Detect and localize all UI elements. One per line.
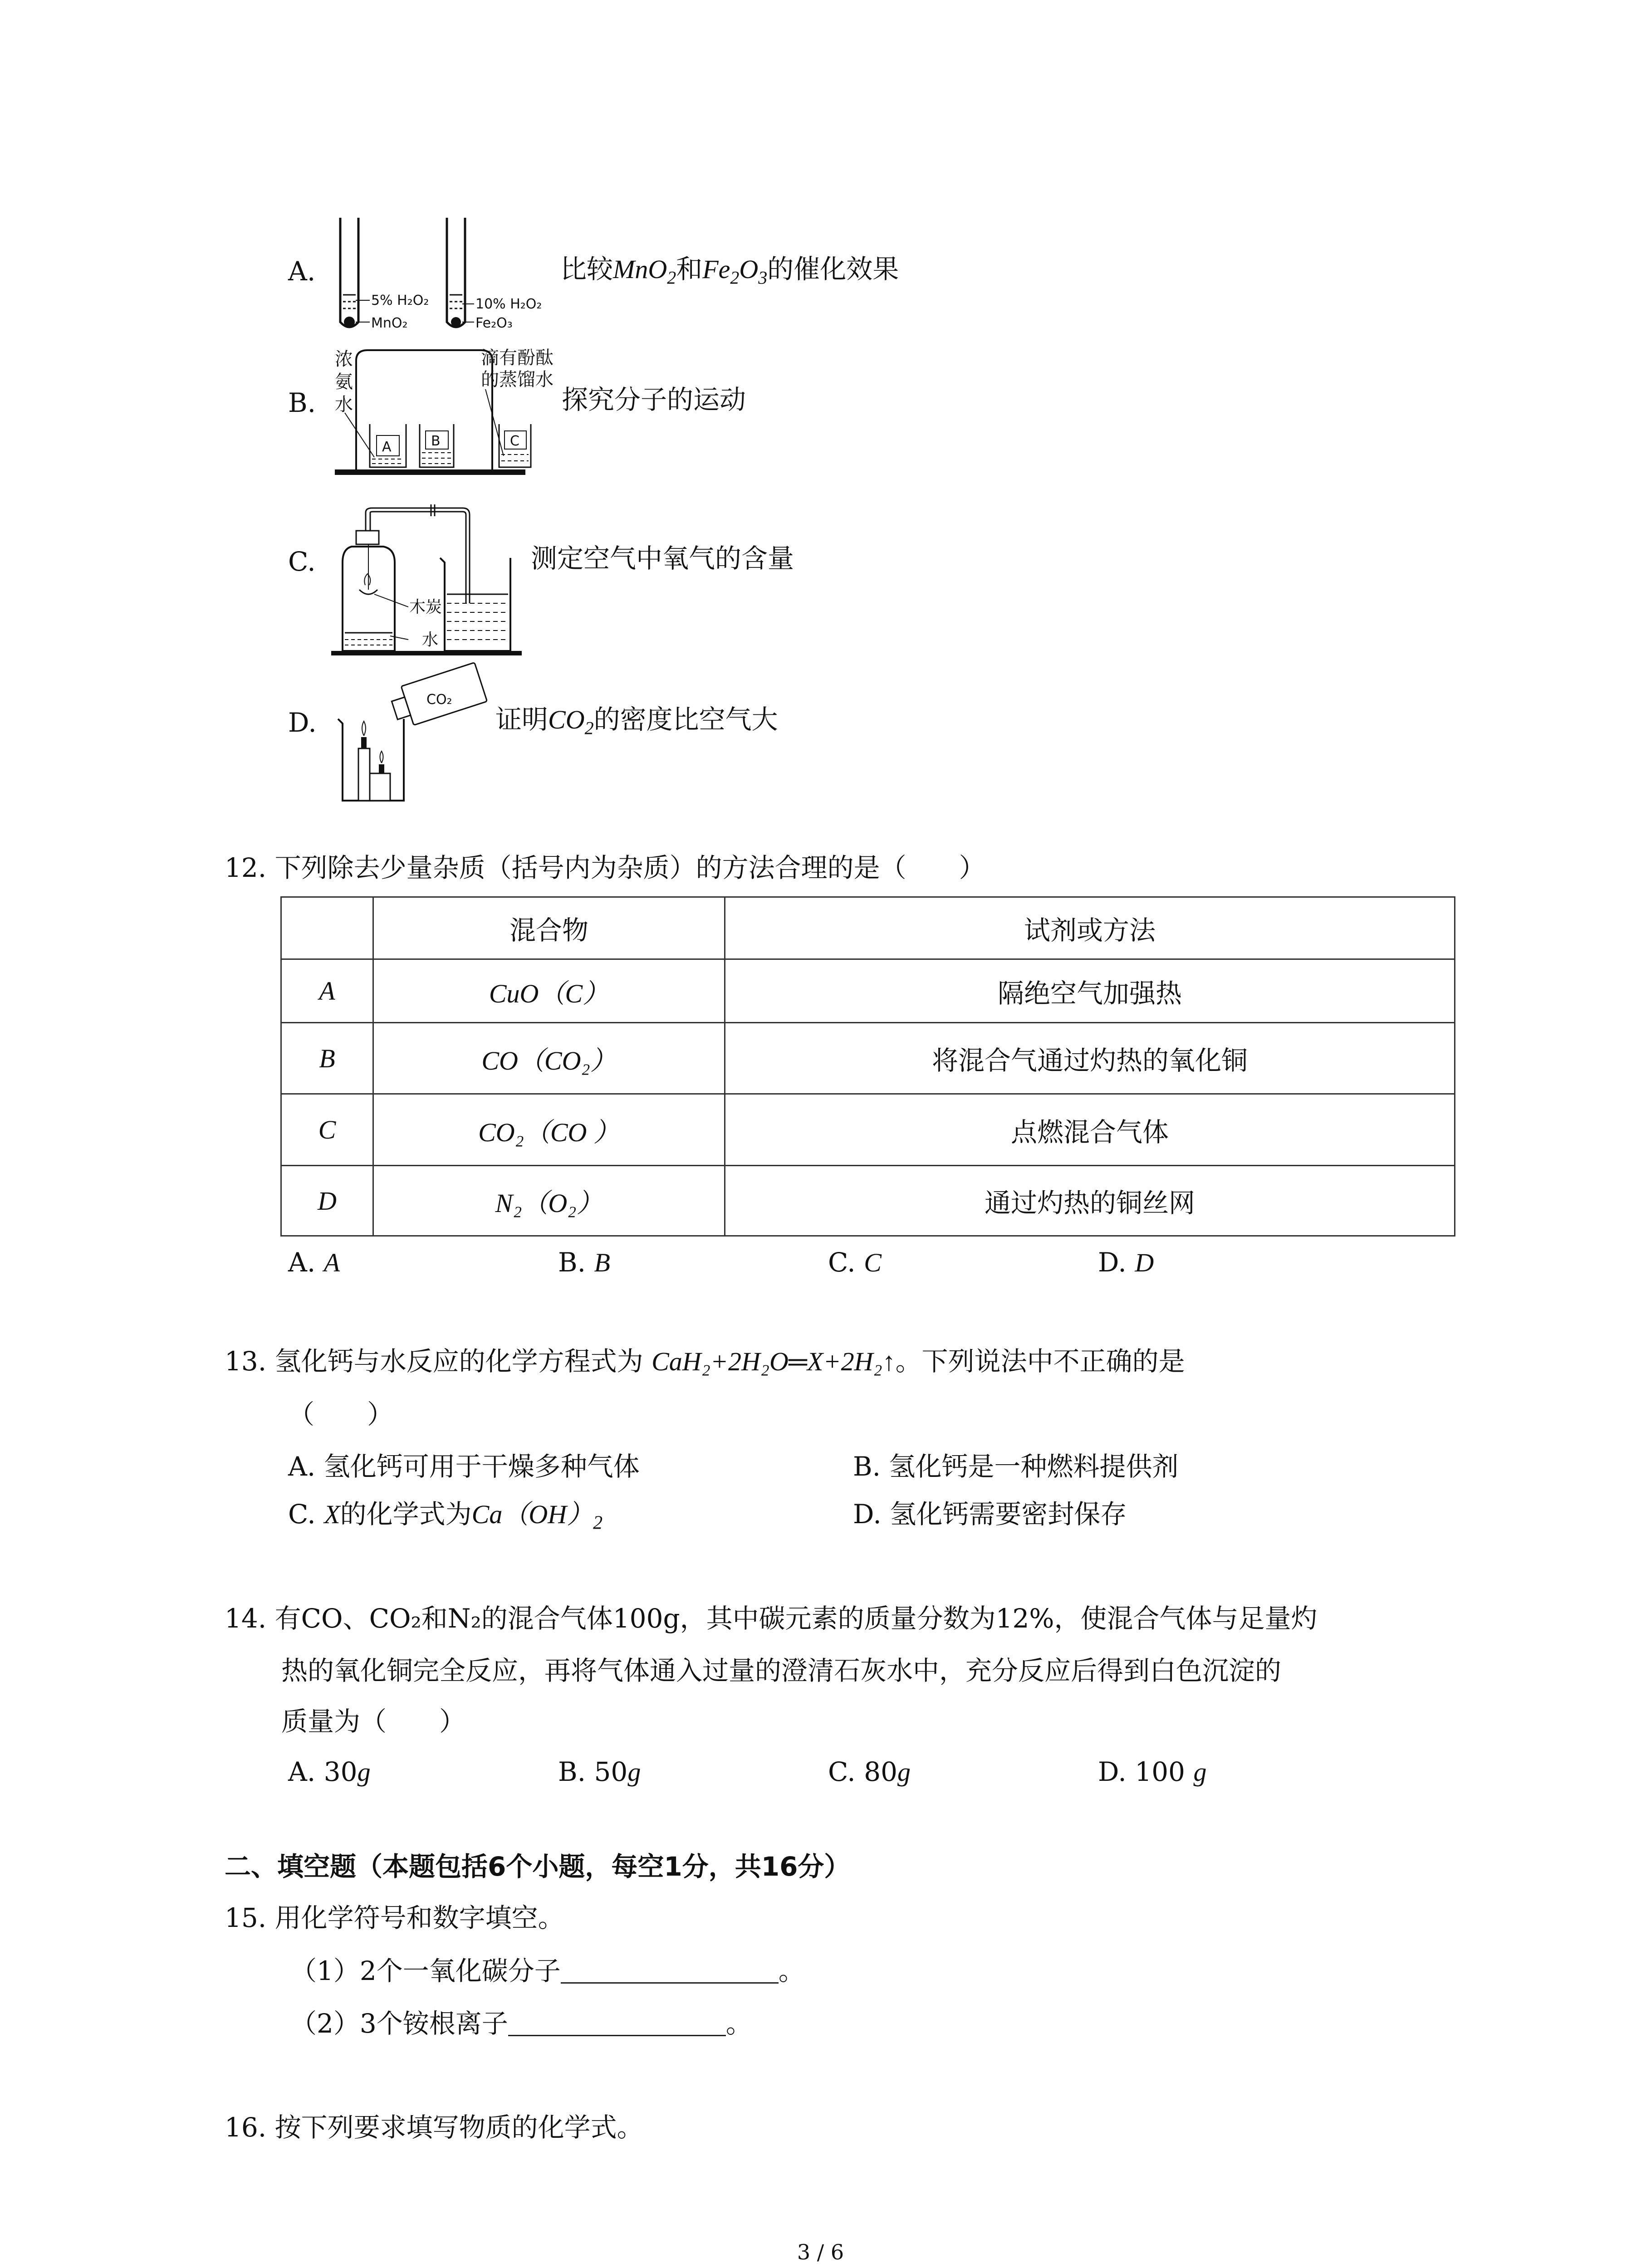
q14-choice-d[interactable]: D. 100 g	[1098, 1756, 1207, 1787]
figure-c-oxygen-apparatus	[331, 503, 526, 660]
q12-choice-a[interactable]: A. A	[288, 1247, 340, 1278]
table-row	[281, 1166, 1455, 1236]
q14-line-1: 14. 有CO、CO₂和N₂的混合气体100g，其中碳元素的质量分数为12%，使混合气体与足量灼	[225, 1603, 1318, 1634]
figure-a-test-tubes	[318, 213, 572, 347]
row-label: D	[281, 1166, 373, 1236]
fig-a-left-label: 5% H₂O₂	[371, 293, 429, 308]
row-mixture: CO₂（CO ）	[373, 1094, 725, 1166]
q11-option-a-letter: A.	[288, 256, 316, 287]
q11-option-b-text: 探究分子的运动	[562, 384, 746, 415]
q14-choice-b[interactable]: B. 50g	[558, 1756, 641, 1787]
fig-a-left-solid: MnO₂	[371, 315, 408, 331]
fig-b-left-label-3: 水	[335, 394, 353, 415]
table-header-cell: 混合物	[373, 897, 725, 959]
q11-option-c-text: 测定空气中氧气的含量	[531, 543, 794, 574]
fig-c-label-charcoal: 木炭	[409, 598, 442, 616]
table-header-cell	[281, 897, 373, 959]
figure-b-molecule-motion	[331, 340, 572, 480]
row-label: A	[281, 959, 373, 1023]
q15-answer-2-blank[interactable]	[508, 2009, 726, 2036]
section-heading: 二、填空题（本题包括6个小题，每空1分，共16分）	[225, 1851, 851, 1882]
table-row	[281, 1094, 1455, 1166]
row-method: 隔绝空气加强热	[725, 959, 1455, 1023]
q15-item-1: （1）2个一氧化碳分子 。	[290, 1955, 805, 1986]
q11-option-c-letter: C.	[288, 546, 316, 577]
q14-line-2: 热的氧化铜完全反应，再将气体通入过量的澄清石灰水中，充分反应后得到白色沉淀的	[281, 1655, 1282, 1686]
q15-stem: 15. 用化学符号和数字填空。	[225, 1902, 564, 1933]
q12-stem: 12. 下列除去少量杂质（括号内为杂质）的方法合理的是（ ）	[225, 852, 985, 883]
q11-option-d-text: 证明$CO_2$的密度比空气大	[495, 704, 778, 738]
q13-stem: 13. 氢化钙与水反应的化学方程式为 CaH₂+2H₂O═X+2H₂↑。下列说法中不正确的是	[225, 1346, 1185, 1377]
q12-table	[280, 896, 1455, 1237]
q13-choice-a[interactable]: A. 氢化钙可用于干燥多种气体	[288, 1451, 640, 1482]
row-method: 通过灼热的铜丝网	[725, 1166, 1455, 1236]
table-header-cell: 试剂或方法	[725, 897, 1455, 959]
row-mixture: CuO（C）	[373, 959, 725, 1023]
table-header-row	[281, 897, 1455, 959]
q16-stem: 16. 按下列要求填写物质的化学式。	[225, 2112, 643, 2143]
q13-choice-c[interactable]: C. X的化学式为$Ca(OH)_2$	[288, 1499, 603, 1534]
fig-b-beaker-a: A	[382, 439, 392, 455]
q11-option-d-letter: D.	[288, 707, 317, 738]
row-mixture: N₂（O₂）	[373, 1166, 725, 1236]
page-number: 3 / 6	[797, 2240, 844, 2264]
fig-a-right-solid: Fe₂O₃	[475, 315, 513, 331]
q13-choice-d[interactable]: D. 氢化钙需要密封保存	[853, 1499, 1127, 1530]
q14-line-3: 质量为（ ）	[281, 1706, 466, 1737]
q13-paren: （ ）	[288, 1399, 394, 1430]
fig-b-left-label-1: 浓	[335, 349, 353, 370]
row-method: 将混合气通过灼热的氧化铜	[725, 1023, 1455, 1094]
fig-d-gas-label: CO₂	[426, 692, 452, 708]
q11-option-b-letter: B.	[288, 387, 316, 418]
fig-a-right-label: 10% H₂O₂	[475, 296, 542, 312]
q11-option-a-text: 比较MnO$_2$和$Fe_2O_3$的催化效果	[560, 254, 899, 288]
q14-choice-c[interactable]: C. 80g	[828, 1756, 911, 1787]
fig-c-label-water: 水	[422, 631, 439, 649]
fig-b-right-label-1: 滴有酚酞	[481, 347, 554, 368]
table-row	[281, 959, 1455, 1023]
q12-choice-c[interactable]: C. C	[828, 1247, 882, 1278]
fig-b-left-label-2: 氨	[335, 371, 353, 392]
q14-choice-a[interactable]: A. 30g	[288, 1756, 371, 1787]
q13-choice-b[interactable]: B. 氢化钙是一种燃料提供剂	[853, 1451, 1179, 1482]
row-label: C	[281, 1094, 373, 1166]
row-label: B	[281, 1023, 373, 1094]
table-row	[281, 1023, 1455, 1094]
fig-b-beaker-c: C	[510, 433, 519, 449]
row-mixture: CO（CO₂）	[373, 1023, 725, 1094]
fig-b-beaker-b: B	[431, 433, 441, 449]
row-method: 点燃混合气体	[725, 1094, 1455, 1166]
q12-choice-b[interactable]: B. B	[558, 1247, 610, 1278]
q12-choice-d[interactable]: D. D	[1098, 1247, 1154, 1278]
figure-d-co2-pouring	[331, 662, 495, 809]
q15-item-2: （2）3个铵根离子 。	[290, 2008, 752, 2039]
fig-b-right-label-2: 的蒸馏水	[481, 369, 554, 390]
q15-answer-1-blank[interactable]	[561, 1956, 779, 1984]
